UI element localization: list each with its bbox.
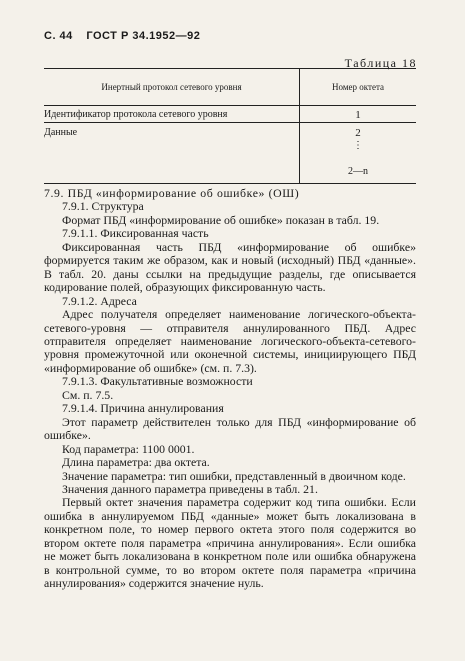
paragraph: Значение параметра: тип ошибки, представленный в двоичном коде. xyxy=(62,468,406,483)
paragraph: Код параметра: 1100 0001. xyxy=(62,441,195,456)
table-cell-octet: 1 xyxy=(355,109,361,121)
col2-header: Номер октета xyxy=(332,82,384,92)
table-header xyxy=(44,69,416,106)
octet-ellipsis: ⋮ xyxy=(353,140,363,151)
table-cell-field: Данные xyxy=(44,123,300,183)
page-number: С. 44 xyxy=(44,30,73,42)
paragraph: 7.9.1.2. Адреса xyxy=(62,293,137,308)
paragraph: Фиксированная часть ПБД «информирование об ошибке» формируется таким же образом, как и новый (исходный) ПБД «данные». В табл. 20. даны ссылки на предыдущие разделы, где описывается кодирование полей, образующих фиксированную часть. xyxy=(44,239,416,295)
paragraph: См. п. 7.5. xyxy=(62,387,114,402)
col1-header: Инертный протокол сетевого уровня xyxy=(44,69,300,105)
section-heading: 7.9. ПБД «информирование об ошибке» (ОШ) xyxy=(44,186,300,200)
standard-code: ГОСТ Р 34.1952—92 xyxy=(86,30,201,42)
paragraph: 7.9.1.3. Факультативные возможности xyxy=(62,374,253,389)
table-18 xyxy=(44,68,416,184)
paragraph: Длина параметра: два октета. xyxy=(62,455,210,470)
paragraph: 7.9.1.1. Фиксированная часть xyxy=(62,226,209,241)
octet-end: 2—n xyxy=(348,166,368,177)
table-cell-octet-range xyxy=(300,123,416,183)
table-row xyxy=(44,123,416,183)
paragraph: Адрес получателя определяет наименование логического-объекта-сетевого-уровня — отправителя аннулированного ПБД. Адрес отправителя определяет наименование логического-объекта-сетевого-уровня промежуточной или оконечной системы, инициирующего ПБД «информирование об ошибке» (см. п. 7.3). xyxy=(44,307,416,375)
octet-start: 2 xyxy=(355,127,361,139)
paragraph: Этот параметр действителен только для ПБД «информирование об ошибке». xyxy=(44,414,416,443)
table-row xyxy=(44,106,416,123)
paragraph: 7.9.1. Структура xyxy=(62,199,144,214)
page-header xyxy=(44,30,210,42)
table-cell-field: Идентификатор протокола сетевого уровня xyxy=(44,106,300,122)
paragraph: Значения данного параметра приведены в табл. 21. xyxy=(62,481,318,496)
body-text xyxy=(44,187,416,591)
table-label: Таблица 18 xyxy=(344,56,417,70)
paragraph: 7.9.1.4. Причина аннулирования xyxy=(62,401,224,416)
paragraph: Формат ПБД «информирование об ошибке» показан в табл. 19. xyxy=(62,212,380,227)
paragraph: Первый октет значения параметра содержит код типа ошибки. Если ошибка в аннулируемом ПБД «данные» может быть локализована в конкретном поле, то номер первого октета этого поля содержится во втором октете поля параметра «причина аннулирования». Если ошибка не может быть локализована в конкретном поле или ошибка обнаружена в контрольной сумме, то во втором октете поля параметра «причина аннулирования» содержится значение нуль. xyxy=(44,495,416,591)
